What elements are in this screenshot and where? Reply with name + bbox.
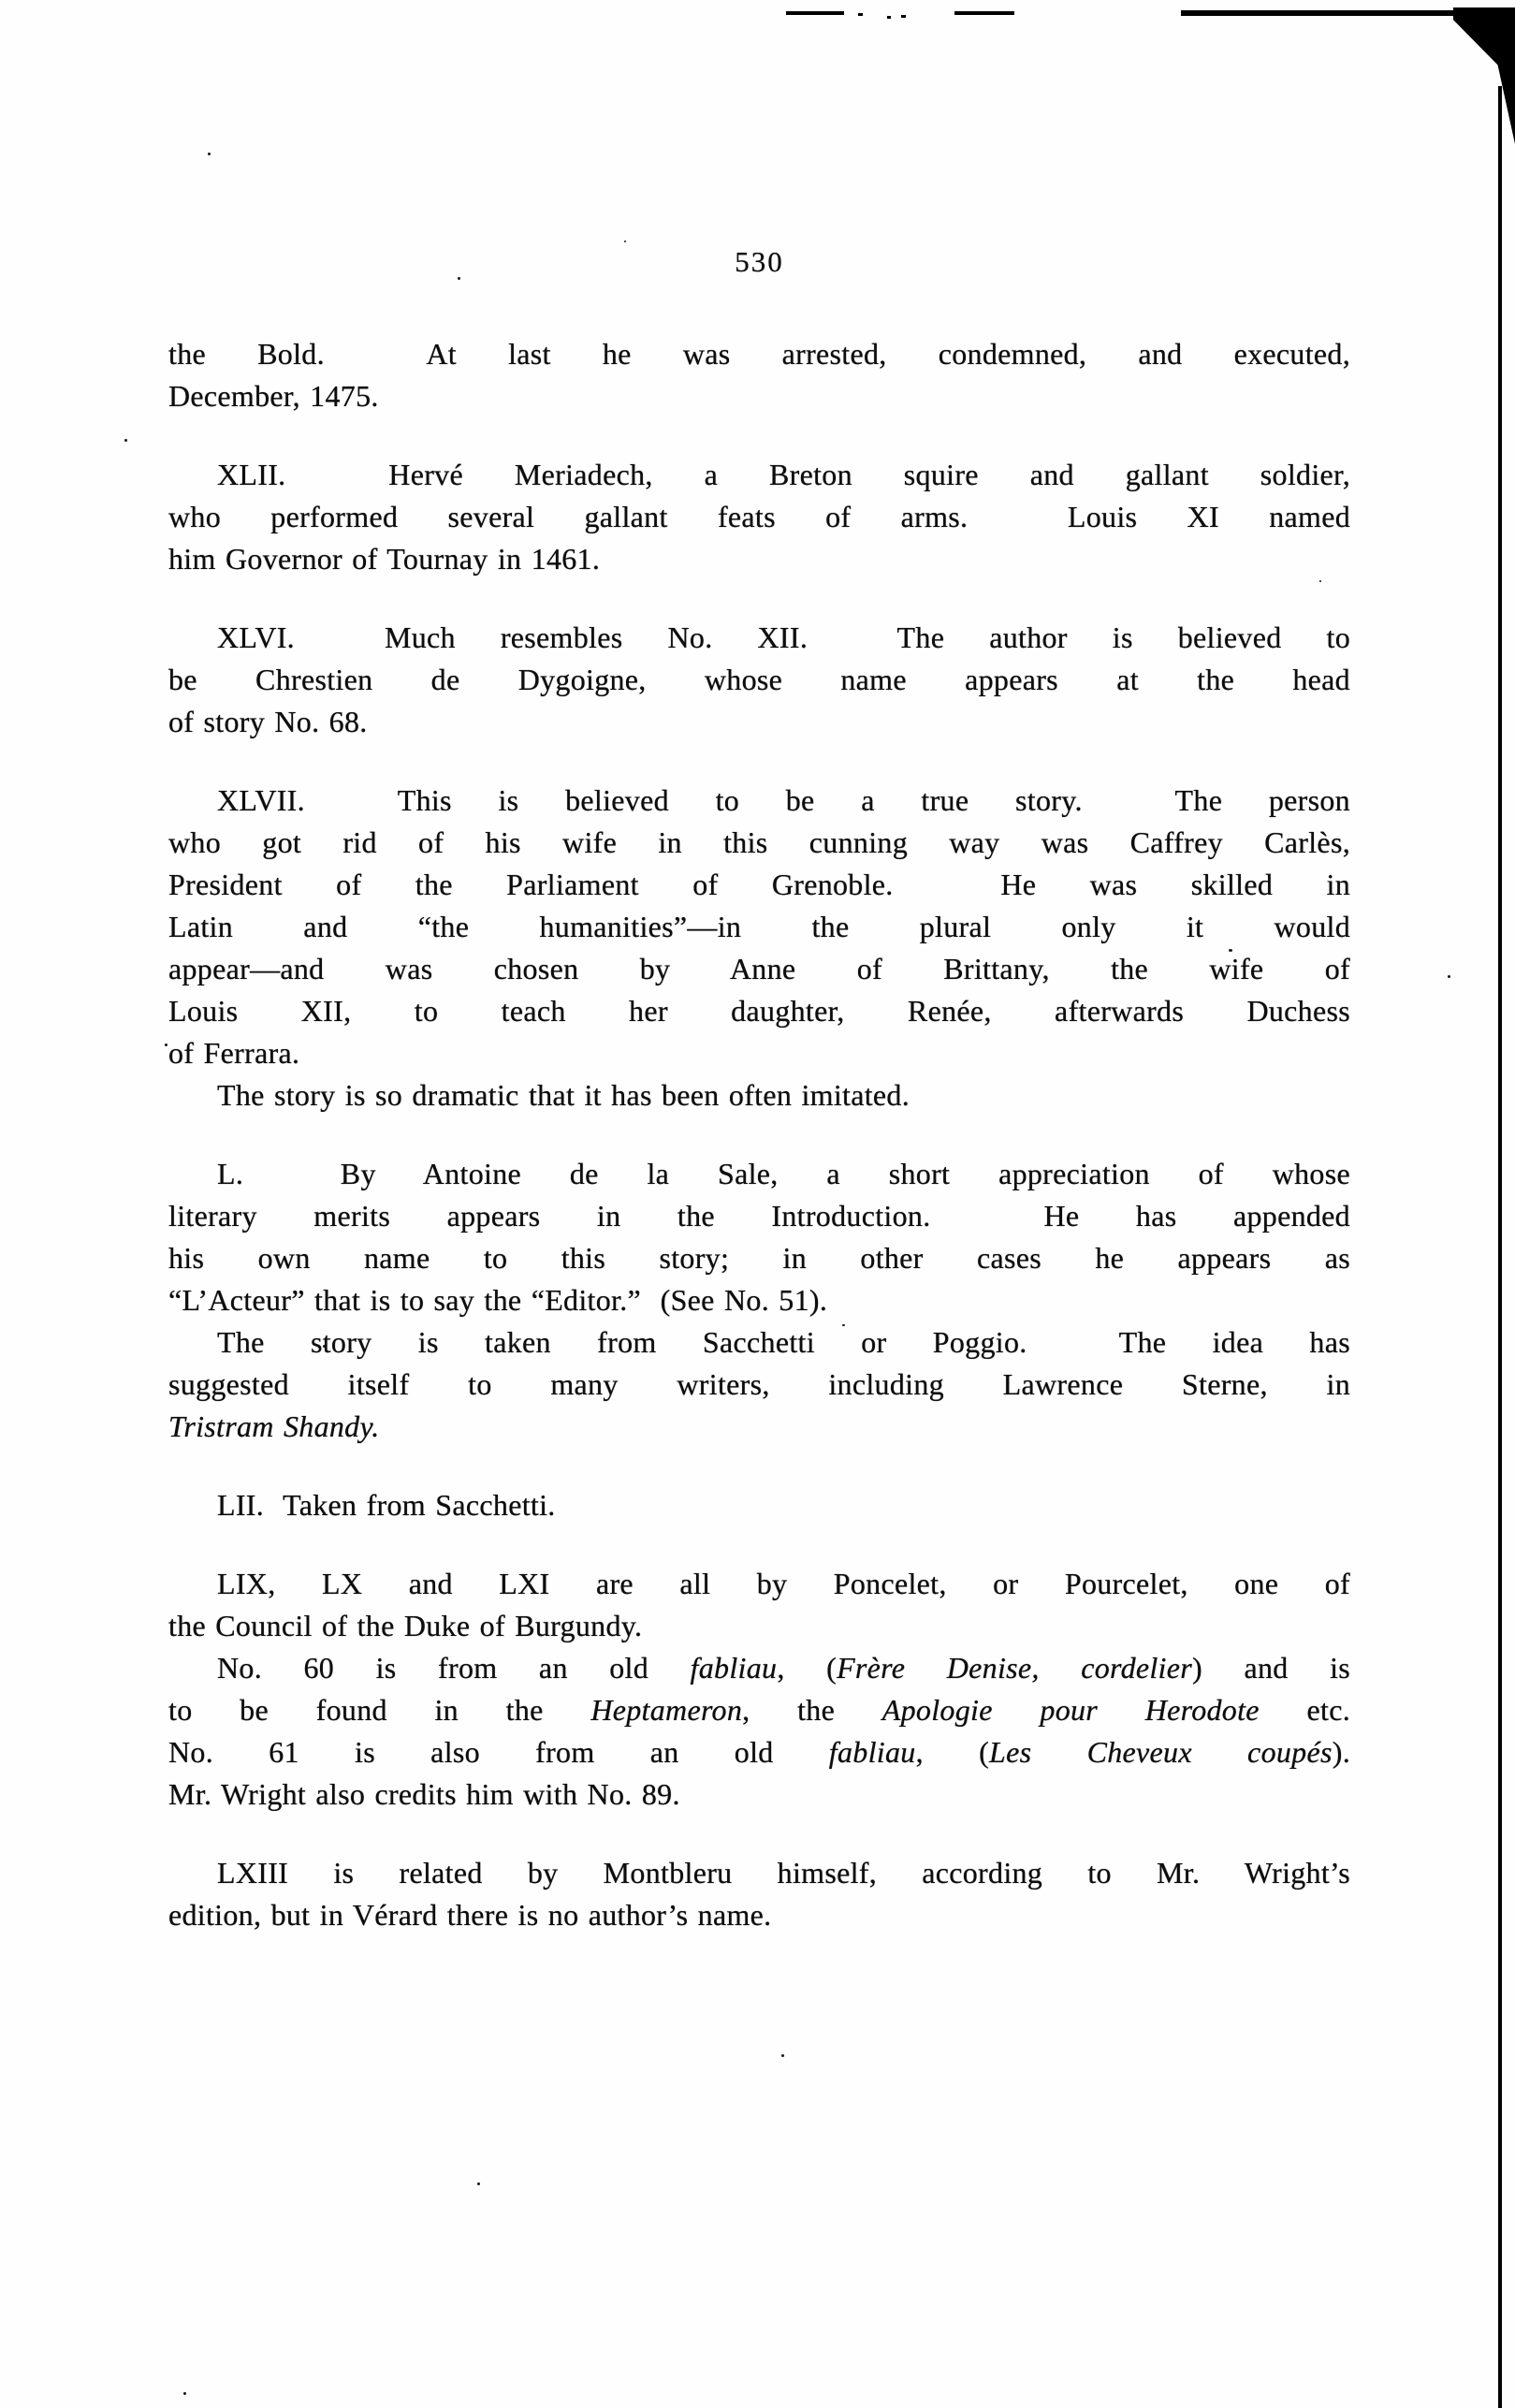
paragraph (168, 1321, 1350, 1448)
text-line: No. 60 is from an old fabliau, (Frère Denise, cordelier) and is (217, 1651, 1351, 1685)
ink-speck (477, 2182, 480, 2185)
paragraph (168, 1852, 1350, 1936)
scan-gutter-line (1498, 86, 1502, 2408)
text-line: him Governor of Tournay in 1461. (168, 542, 601, 576)
text-line: XLVI. Much resembles No. XII. The author is believed to (217, 620, 1350, 654)
paragraph (168, 1153, 1350, 1321)
text-line: XLII. Hervé Meriadech, a Breton squire and gallant soldier, (217, 458, 1350, 491)
text-line: the Council of the Duke of Burgundy. (168, 1609, 643, 1642)
scan-corner-wedge (1453, 7, 1515, 144)
text-line: LIX, LX and LXI are all by Poncelet, or Pourcelet, one of (217, 1567, 1350, 1600)
text-line: December, 1475. (168, 379, 379, 413)
ink-speck (165, 1043, 168, 1046)
text-line: L. By Antoine de la Sale, a short appreciation of whose (217, 1157, 1350, 1190)
text-line: President of the Parliament of Grenoble. He was skilled in (168, 868, 1350, 901)
scan-edge-dash (954, 11, 1014, 15)
text-line: No. 61 is also from an old fabliau, (Les Cheveux coupés). (168, 1735, 1350, 1769)
text-line: suggested itself to many writers, including Lawrence Sterne, in (168, 1367, 1350, 1401)
text-line: of Ferrara. (168, 1036, 300, 1070)
paragraph (168, 333, 1350, 417)
ink-speck (1448, 975, 1450, 978)
ink-speck (183, 2392, 186, 2395)
scan-edge-dot (887, 16, 891, 19)
text-line: literary merits appears in the Introduction. He has appended (168, 1199, 1350, 1233)
ink-speck (208, 153, 211, 155)
text-line: edition, but in Vérard there is no author’s name. (168, 1898, 772, 1932)
text-line: Louis XII, to teach her daughter, Renée, afterwards Duchess (168, 994, 1350, 1028)
paragraph (168, 1484, 1350, 1526)
paragraph (168, 1563, 1350, 1647)
paragraph (168, 1074, 1350, 1116)
text-line: Tristram Shandy. (168, 1409, 380, 1443)
text-line: who got rid of his wife in this cunning way was Caffrey Carlès, (168, 825, 1350, 859)
text-line: LXIII is related by Montbleru himself, according to Mr. Wright’s (217, 1856, 1350, 1890)
ink-speck (781, 2054, 784, 2057)
ink-speck (624, 241, 626, 242)
text-line: of story No. 68. (168, 705, 368, 738)
text-line: his own name to this story; in other cases he appears as (168, 1241, 1350, 1275)
page-number: 530 (735, 245, 784, 278)
text-line: be Chrestien de Dygoigne, whose name appears at the head (168, 663, 1350, 696)
text-line: to be found in the Heptameron, the Apologie pour Herodote etc. (168, 1693, 1350, 1727)
text-line: the Bold. At last he was arrested, condemned, and executed, (168, 337, 1350, 371)
text-line: Latin and “the humanities”—in the plural only it would (168, 910, 1350, 943)
paragraph (168, 454, 1350, 580)
paragraph (168, 780, 1350, 1074)
scan-edge-dot (901, 15, 906, 18)
paragraph (168, 1647, 1350, 1816)
text-line: Mr. Wright also credits him with No. 89. (168, 1777, 680, 1811)
paragraph (168, 617, 1350, 743)
text-line: The story is taken from Sacchetti or Poggio. The idea has (217, 1325, 1350, 1359)
text-line: LII. Taken from Sacchetti. (217, 1488, 556, 1522)
text-line: “L’Acteur” that is to say the “Editor.” (See No. 51). (168, 1283, 828, 1317)
text-line: appear—and was chosen by Anne of Brittany, the wife of (168, 952, 1350, 985)
text-line: who performed several gallant feats of arms. Louis XI named (168, 500, 1350, 533)
scan-edge-dot (858, 13, 863, 16)
text-line: The story is so dramatic that it has been often imitated. (217, 1078, 910, 1112)
text-block (168, 333, 1350, 1936)
text-line: XLVII. This is believed to be a true story. The person (217, 783, 1350, 817)
scan-edge-dash (786, 11, 844, 15)
ink-speck (124, 439, 127, 442)
